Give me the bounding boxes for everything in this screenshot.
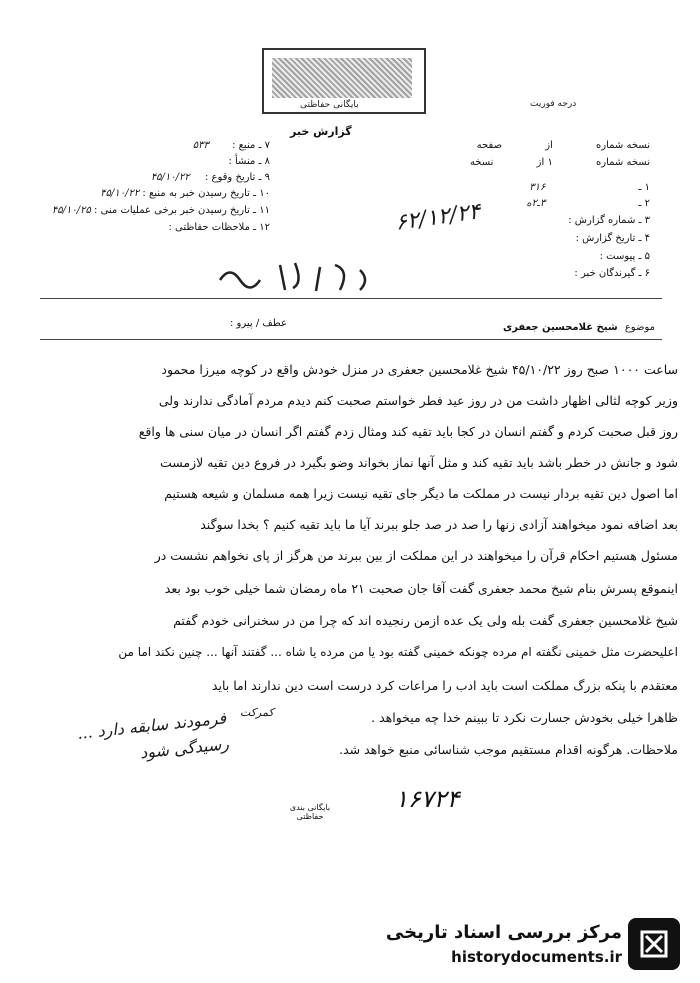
margin-note: کمرکت [240, 706, 274, 719]
watermark-url[interactable]: historydocuments.ir [451, 948, 622, 966]
field-label: ۸ ـ منشأ : [228, 156, 270, 167]
subject-label: موضوع [624, 322, 655, 333]
body-line: ظاهرا خیلی بخودش جسارت نکرد تا ببینم خدا چه میخواهد . [371, 710, 678, 725]
body-line: شود و جانش در خطر باشد باید تقیه کند و مثل آنها نماز بخواند وضو بگیرد در فروع دین تقیه لازمست [159, 455, 678, 470]
left-field [30, 205, 270, 216]
left-field [40, 172, 270, 183]
left-field [40, 156, 270, 167]
archive-number: ۱۶۷۲۴ [395, 785, 460, 813]
right-field [395, 268, 650, 279]
body-line: معتقدم با پنکه بزرگ مملکت است باید ادب را مراعات کرد درست است دین ندارند اما باید [211, 678, 678, 693]
divider [40, 339, 662, 340]
field-label: ۵ ـ پیوست : [599, 251, 650, 262]
field-label: ۱۲ ـ ملاحظات حفاظتی : [168, 222, 270, 233]
body-line: وزیر کوچه لثالی اظهار داشت من در روز عید فطر خواستم صحبت کنم دیدم مردم آمادگی ندارند ولی [158, 393, 678, 408]
field-label: ۷ ـ منبع : [232, 140, 270, 151]
archive-logo-icon [628, 918, 680, 970]
field-value: ۴۵/۱۰/۲۵ [51, 205, 91, 216]
body-line: اما اصول دین تقیه بردار نیست در مملکت ما دیگر جای تقیه نیست زیرا همه مسلمان و شیعه هستیم [164, 486, 678, 501]
stamp-caption: بایگانی حفاظتی [300, 100, 359, 110]
field-value: ۳ـ۲ه [526, 198, 546, 209]
field-label: ۱۱ ـ تاریخ رسیدن خبر برخی عملیات منی : [94, 205, 270, 216]
field-label: ۲ ـ [638, 198, 650, 209]
stamp-mark [272, 58, 412, 98]
field-label: ۶ ـ گیرندگان خبر : [574, 268, 650, 279]
field-label: ۳ ـ شماره گزارش : [568, 215, 650, 226]
right-field [395, 251, 650, 262]
body-line: ملاحظات. هرگونه اقدام مستقیم موجب شناسائی منبع خواهد شد. [339, 742, 678, 757]
body-line: شیخ غلامحسین جعفری گفت بله ولی یک عده ازمن رنجیده اند که چرا من در سخنرانی خودم گفتم [173, 613, 678, 628]
body-line: اینموقع پسرش بنام شیخ محمد جعفری گفت آقا جان صحبت ۲۱ ماه رمضان شما خیلی خوب بود بعد [164, 581, 678, 596]
left-field [40, 140, 270, 151]
left-field [40, 222, 270, 233]
handwritten-note: فرمودند سابقه دارد ... رسیدگی شود [76, 708, 230, 763]
right-field [395, 140, 650, 151]
action-label: عطف / پیرو : [230, 318, 287, 329]
report-title: گزارش خبر [290, 125, 352, 138]
field-extra: نسخه [469, 157, 494, 168]
watermark-title: مرکز بررسی اسناد تاریخی [385, 922, 622, 943]
field-label: نسخه شماره [596, 140, 650, 151]
body-line: اعلیحضرت مثل خمینی نگفته ام مرده چونکه خمینی گفته بود یا من مرده یا شاه ... گفتند آنها ... چنین نکند اما من [118, 645, 678, 659]
field-label: ۴ ـ تاریخ گزارش : [575, 233, 650, 244]
priority-label: درجه فوریت [530, 99, 577, 109]
field-value: ۴۵/۱۰/۲۲ [150, 172, 190, 183]
right-field [395, 233, 650, 244]
body-line: بعد اضافه نمود میخواهند آزادی زنها را صد در صد جلو ببرند آیا ما باید تقیه کنیم ؟ بخدا سوگند [200, 517, 678, 532]
field-value: ۴۵/۱۰/۲۲ [100, 188, 140, 199]
field-label: ۱۰ ـ تاریخ رسیدن خبر به منبع : [142, 188, 270, 199]
right-field [395, 182, 650, 193]
body-line: ساعت ۱۰۰۰ صبح روز ۴۵/۱۰/۲۲ شیخ غلامحسین جعفری در منزل خودش واقع در کوچه میرزا محمود [161, 362, 678, 377]
right-field [395, 157, 650, 168]
field-extra: صفحه [476, 140, 503, 151]
field-value: ۳۱۶ [529, 182, 546, 193]
body-line: مسئول هستیم احکام قرآن را میخواهند در این مملکت از بین ببرند من هرگز از پای نخواهم نشست در [154, 548, 678, 563]
scribble-marks [210, 255, 390, 295]
field-label: ۱ ـ [638, 182, 650, 193]
body-line: روز قبل صحبت کردم و گفتم انسان در کجا باید تقیه کند ومثال زدم گفتم اگر انسان در میان سنی ها واقع [138, 424, 678, 439]
field-value: از [545, 140, 553, 151]
subject-value: شیخ غلامحسین جعفری [503, 322, 618, 333]
field-value: ۱ از [536, 157, 553, 168]
handwritten-ref: ۶۲/۱۲/۲۴ [393, 199, 483, 236]
subject-row [440, 322, 655, 333]
field-label: نسخه شماره [596, 157, 650, 168]
left-field [40, 188, 270, 199]
field-value: ۵۳۳ [192, 140, 209, 151]
field-label: ۹ ـ تاریخ وقوع : [204, 172, 270, 183]
footer-stamp: بایگانی بندی حفاظتی [289, 803, 331, 821]
divider [40, 298, 662, 299]
